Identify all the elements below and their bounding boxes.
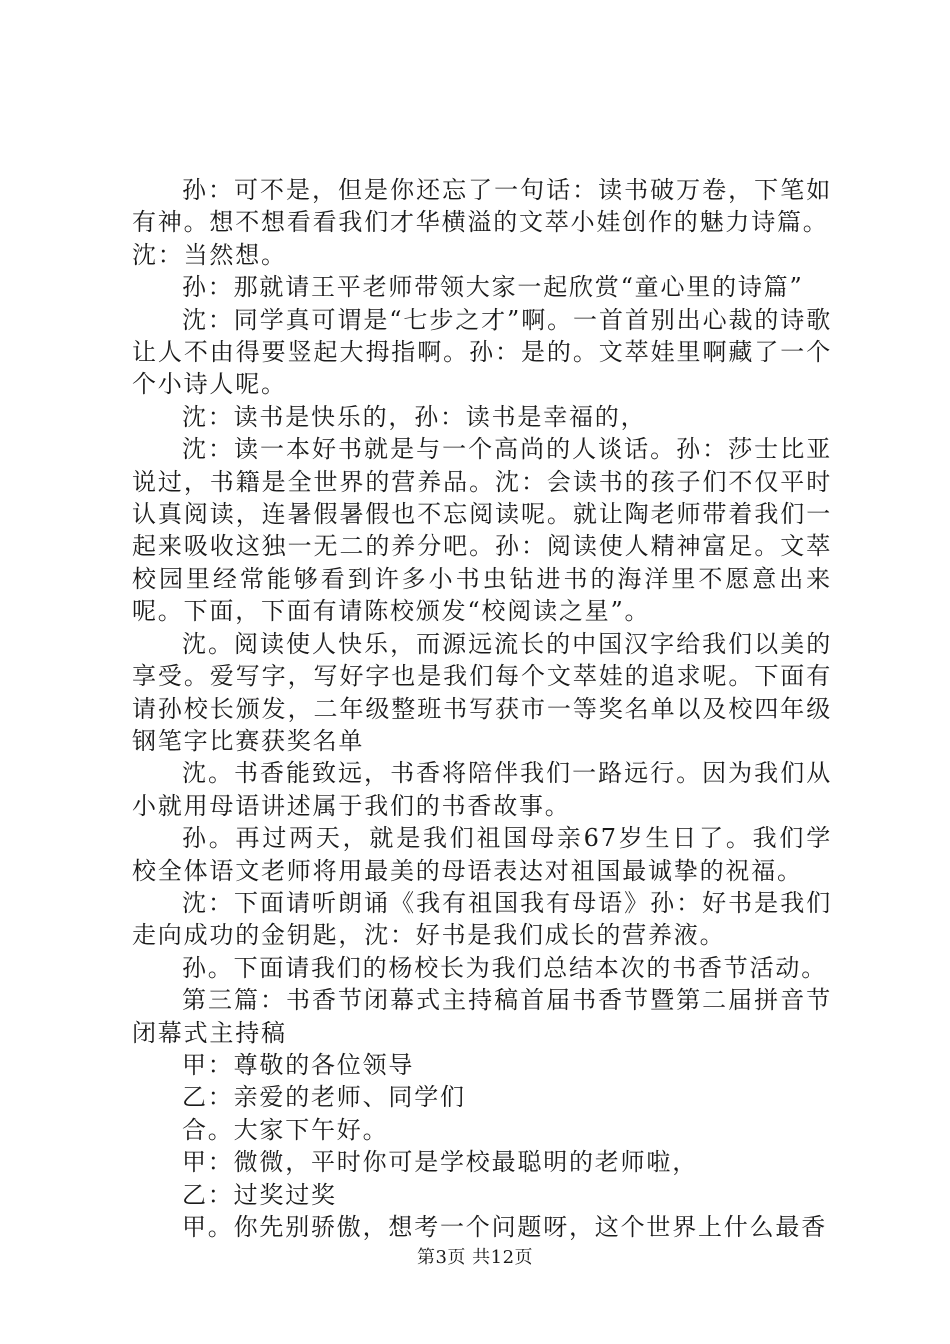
page-number-label: 第3页 共12页	[416, 1247, 534, 1268]
paragraph-12: 第三篇：书香节闭幕式主持稿首届书香节暨第二届拼音节闭幕式主持稿	[132, 986, 832, 1047]
paragraph-16: 甲：微微，平时你可是学校最聪明的老师啦，	[182, 1148, 698, 1177]
paragraph-7: 沈。阅读使人快乐，而源远流长的中国汉字给我们以美的享受。爱写字，写好字也是我们每个文萃娃的追求呢。下面有请孙校长颁发，二年级整班书写获市一等奖名单以及校四年级钢笔字比赛获奖名单	[132, 629, 832, 755]
paragraph-2: 沈：当然想。	[132, 240, 287, 269]
paragraph-6: 沈：读一本好书就是与一个高尚的人谈话。孙：莎士比亚说过，书籍是全世界的营养品。沈：会读书的孩子们不仅平时认真阅读，连暑假暑假也不忘阅读呢。就让陶老师带着我们一起来吸收这独一无二的养分吧。孙：阅读使人精神富足。文萃校园里经常能够看到许多小书虫钻进书的海洋里不愿意出来呢。下面，下面有请陈校颁发“校阅读之星”。	[132, 435, 832, 626]
paragraph-9: 孙。再过两天，就是我们祖国母亲67岁生日了。我们学校全体语文老师将用最美的母语表达对祖国最诚挚的祝福。	[132, 824, 832, 885]
paragraph-11: 孙。下面请我们的杨校长为我们总结本次的书香节活动。	[182, 953, 827, 982]
paragraph-8: 沈。书香能致远，书香将陪伴我们一路远行。因为我们从小就用母语讲述属于我们的书香故事。	[132, 759, 832, 820]
paragraph-13: 甲：尊敬的各位领导	[182, 1050, 415, 1079]
paragraph-1: 孙：可不是，但是你还忘了一句话：读书破万卷，下笔如有神。想不想看看我们才华横溢的文萃小娃创作的魅力诗篇。	[132, 176, 832, 237]
paragraph-3: 孙：那就请王平老师带领大家一起欣赏“童心里的诗篇”	[182, 273, 804, 302]
paragraph-17: 乙：过奖过奖	[182, 1180, 337, 1209]
paragraph-10: 沈：下面请听朗诵《我有祖国我有母语》孙：好书是我们走向成功的金钥匙，沈：好书是我们成长的营养液。	[132, 888, 832, 950]
document-body	[132, 174, 832, 1243]
paragraph-18: 甲。你先别骄傲，想考一个问题呀，这个世界上什么最香	[182, 1213, 827, 1241]
page-footer	[0, 1243, 950, 1269]
paragraph-14: 乙：亲爱的老师、同学们	[182, 1083, 466, 1112]
paragraph-4: 沈：同学真可谓是“七步之才”啊。一首首别出心裁的诗歌让人不由得要竖起大拇指啊。孙：是的。文萃娃里啊藏了一个个小诗人呢。	[132, 305, 832, 399]
paragraph-15: 合。大家下午好。	[182, 1115, 389, 1144]
paragraph-5: 沈：读书是快乐的，孙：读书是幸福的，	[182, 402, 647, 431]
